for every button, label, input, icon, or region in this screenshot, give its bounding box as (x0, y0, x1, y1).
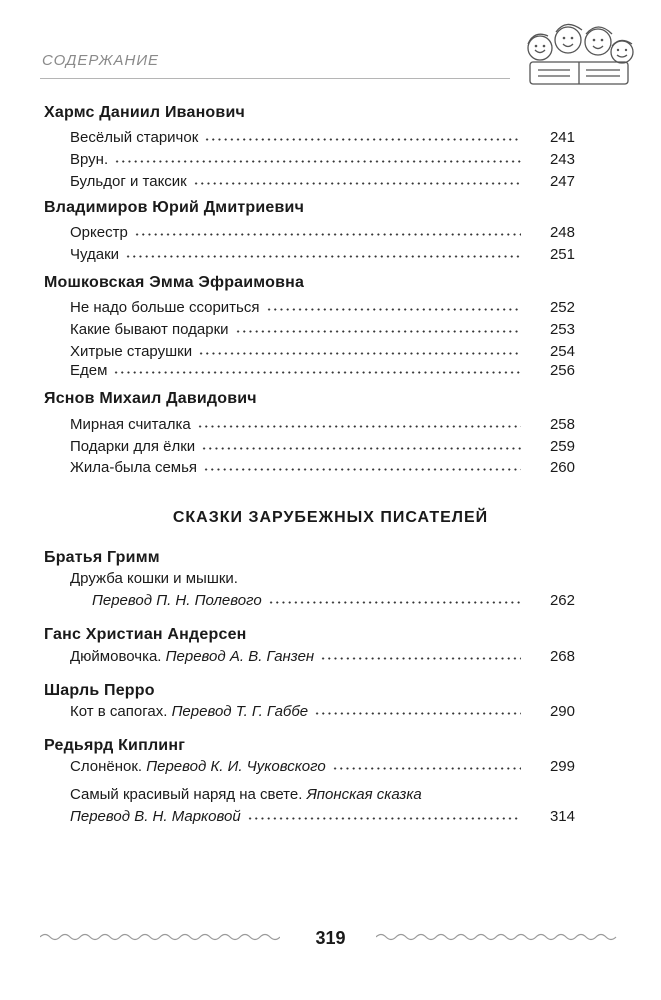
entry-page-number: 290 (549, 703, 575, 720)
toc-entry[interactable] (70, 296, 575, 316)
toc-entry[interactable] (70, 359, 575, 379)
toc-entry[interactable] (92, 589, 575, 609)
entry-title[interactable]: Дружба кошки и мышки. (70, 570, 238, 587)
entry-translator: Перевод К. И. Чуковского (146, 758, 326, 775)
entry-title (70, 703, 314, 720)
dot-leader (198, 352, 521, 355)
author-heading: Братья Гримм (44, 549, 160, 566)
entry-page-number: 243 (549, 151, 575, 168)
toc-entry[interactable] (70, 170, 575, 190)
entry-page-number: 299 (549, 758, 575, 775)
running-header: СОДЕРЖАНИЕ (42, 52, 160, 69)
author-heading: Хармс Даниил Иванович (44, 104, 245, 121)
entry-title: Бульдог и таксик (70, 173, 187, 190)
entry-page-number: 314 (549, 808, 575, 825)
toc-entry[interactable] (70, 318, 575, 338)
entry-title: Хитрые старушки (70, 343, 193, 360)
dot-leader (125, 255, 521, 258)
toc-entry[interactable] (70, 456, 575, 476)
dot-leader (201, 447, 521, 450)
entry-title: Какие бывают подарки (70, 321, 229, 338)
entry-subtitle: Японская сказка (306, 786, 422, 803)
wave-ornament-right-icon (376, 930, 620, 944)
toc-entry[interactable] (70, 645, 575, 665)
entry-page-number: 241 (549, 129, 575, 146)
entry-title (70, 648, 320, 665)
entry-title-text: Кот в сапогах. (70, 703, 168, 720)
entry-title: Врун. (70, 151, 109, 168)
entry-title: Чудаки (70, 246, 120, 263)
page-number: 319 (315, 928, 346, 948)
entry-page-number: 256 (549, 362, 575, 379)
entry-title-text: Дюймовочка. (70, 648, 162, 665)
dot-leader (314, 712, 521, 715)
entry-title: Весёлый старичок (70, 129, 199, 146)
author-heading: Шарль Перро (44, 682, 155, 699)
toc-entry[interactable] (70, 340, 575, 360)
dot-leader (247, 817, 521, 820)
dot-leader (193, 182, 521, 185)
toc-entry[interactable] (70, 700, 575, 720)
dot-leader (204, 138, 521, 141)
entry-page-number: 258 (549, 416, 575, 433)
children-illustration-icon (520, 14, 638, 88)
author-heading: Владимиров Юрий Дмитриевич (44, 199, 305, 216)
dot-leader (320, 657, 521, 660)
author-heading: Ганс Христиан Андерсен (44, 626, 247, 643)
author-heading: Мошковская Эмма Эфраимовна (44, 274, 305, 291)
entry-page-number: 248 (549, 224, 575, 241)
entry-translator: Перевод В. Н. Марковой (70, 808, 241, 825)
author-heading: Редьярд Киплинг (44, 737, 186, 754)
entry-page-number: 260 (549, 459, 575, 476)
toc-entry[interactable] (70, 435, 575, 455)
toc-entry[interactable] (70, 126, 575, 146)
entry-page-number: 254 (549, 343, 575, 360)
dot-leader (268, 601, 521, 604)
dot-leader (113, 371, 521, 374)
entry-title: Оркестр (70, 224, 128, 241)
entry-page-number: 262 (549, 592, 575, 609)
entry-page-number: 247 (549, 173, 575, 190)
dot-leader (235, 330, 521, 333)
dot-leader (197, 425, 521, 428)
entry-page-number: 252 (549, 299, 575, 316)
entry-page-number: 259 (549, 438, 575, 455)
dot-leader (114, 160, 521, 163)
entry-page-number: 268 (549, 648, 575, 665)
dot-leader (134, 233, 521, 236)
entry-title: Мирная считалка (70, 416, 191, 433)
entry-title[interactable] (70, 786, 422, 803)
header-rule (40, 78, 510, 79)
entry-translator: Перевод А. В. Ганзен (165, 648, 315, 665)
entry-title: Подарки для ёлки (70, 438, 196, 455)
toc-entry[interactable] (70, 755, 575, 775)
toc-entry[interactable] (70, 243, 575, 263)
toc-entry[interactable] (70, 221, 575, 241)
toc-entry[interactable] (70, 413, 575, 433)
entry-page-number: 253 (549, 321, 575, 338)
entry-translator: Перевод Т. Г. Габбе (171, 703, 309, 720)
toc-entry[interactable] (70, 805, 575, 825)
dot-leader (203, 468, 521, 471)
entry-title: Жила-была семья (70, 459, 198, 476)
entry-page-number: 251 (549, 246, 575, 263)
entry-title (70, 758, 332, 775)
entry-title: Едем (70, 362, 108, 379)
dot-leader (266, 308, 522, 311)
entry-title-text: Слонёнок. (70, 758, 143, 775)
author-heading: Яснов Михаил Давидович (44, 390, 257, 407)
toc-entry[interactable] (70, 148, 575, 168)
entry-title: Не надо больше ссориться (70, 299, 260, 316)
dot-leader (332, 767, 521, 770)
entry-title-text: Самый красивый наряд на свете. (70, 786, 303, 803)
section-heading: СКАЗКИ ЗАРУБЕЖНЫХ ПИСАТЕЛЕЙ (172, 509, 489, 526)
entry-translator: Перевод П. Н. Полевого (92, 592, 262, 609)
